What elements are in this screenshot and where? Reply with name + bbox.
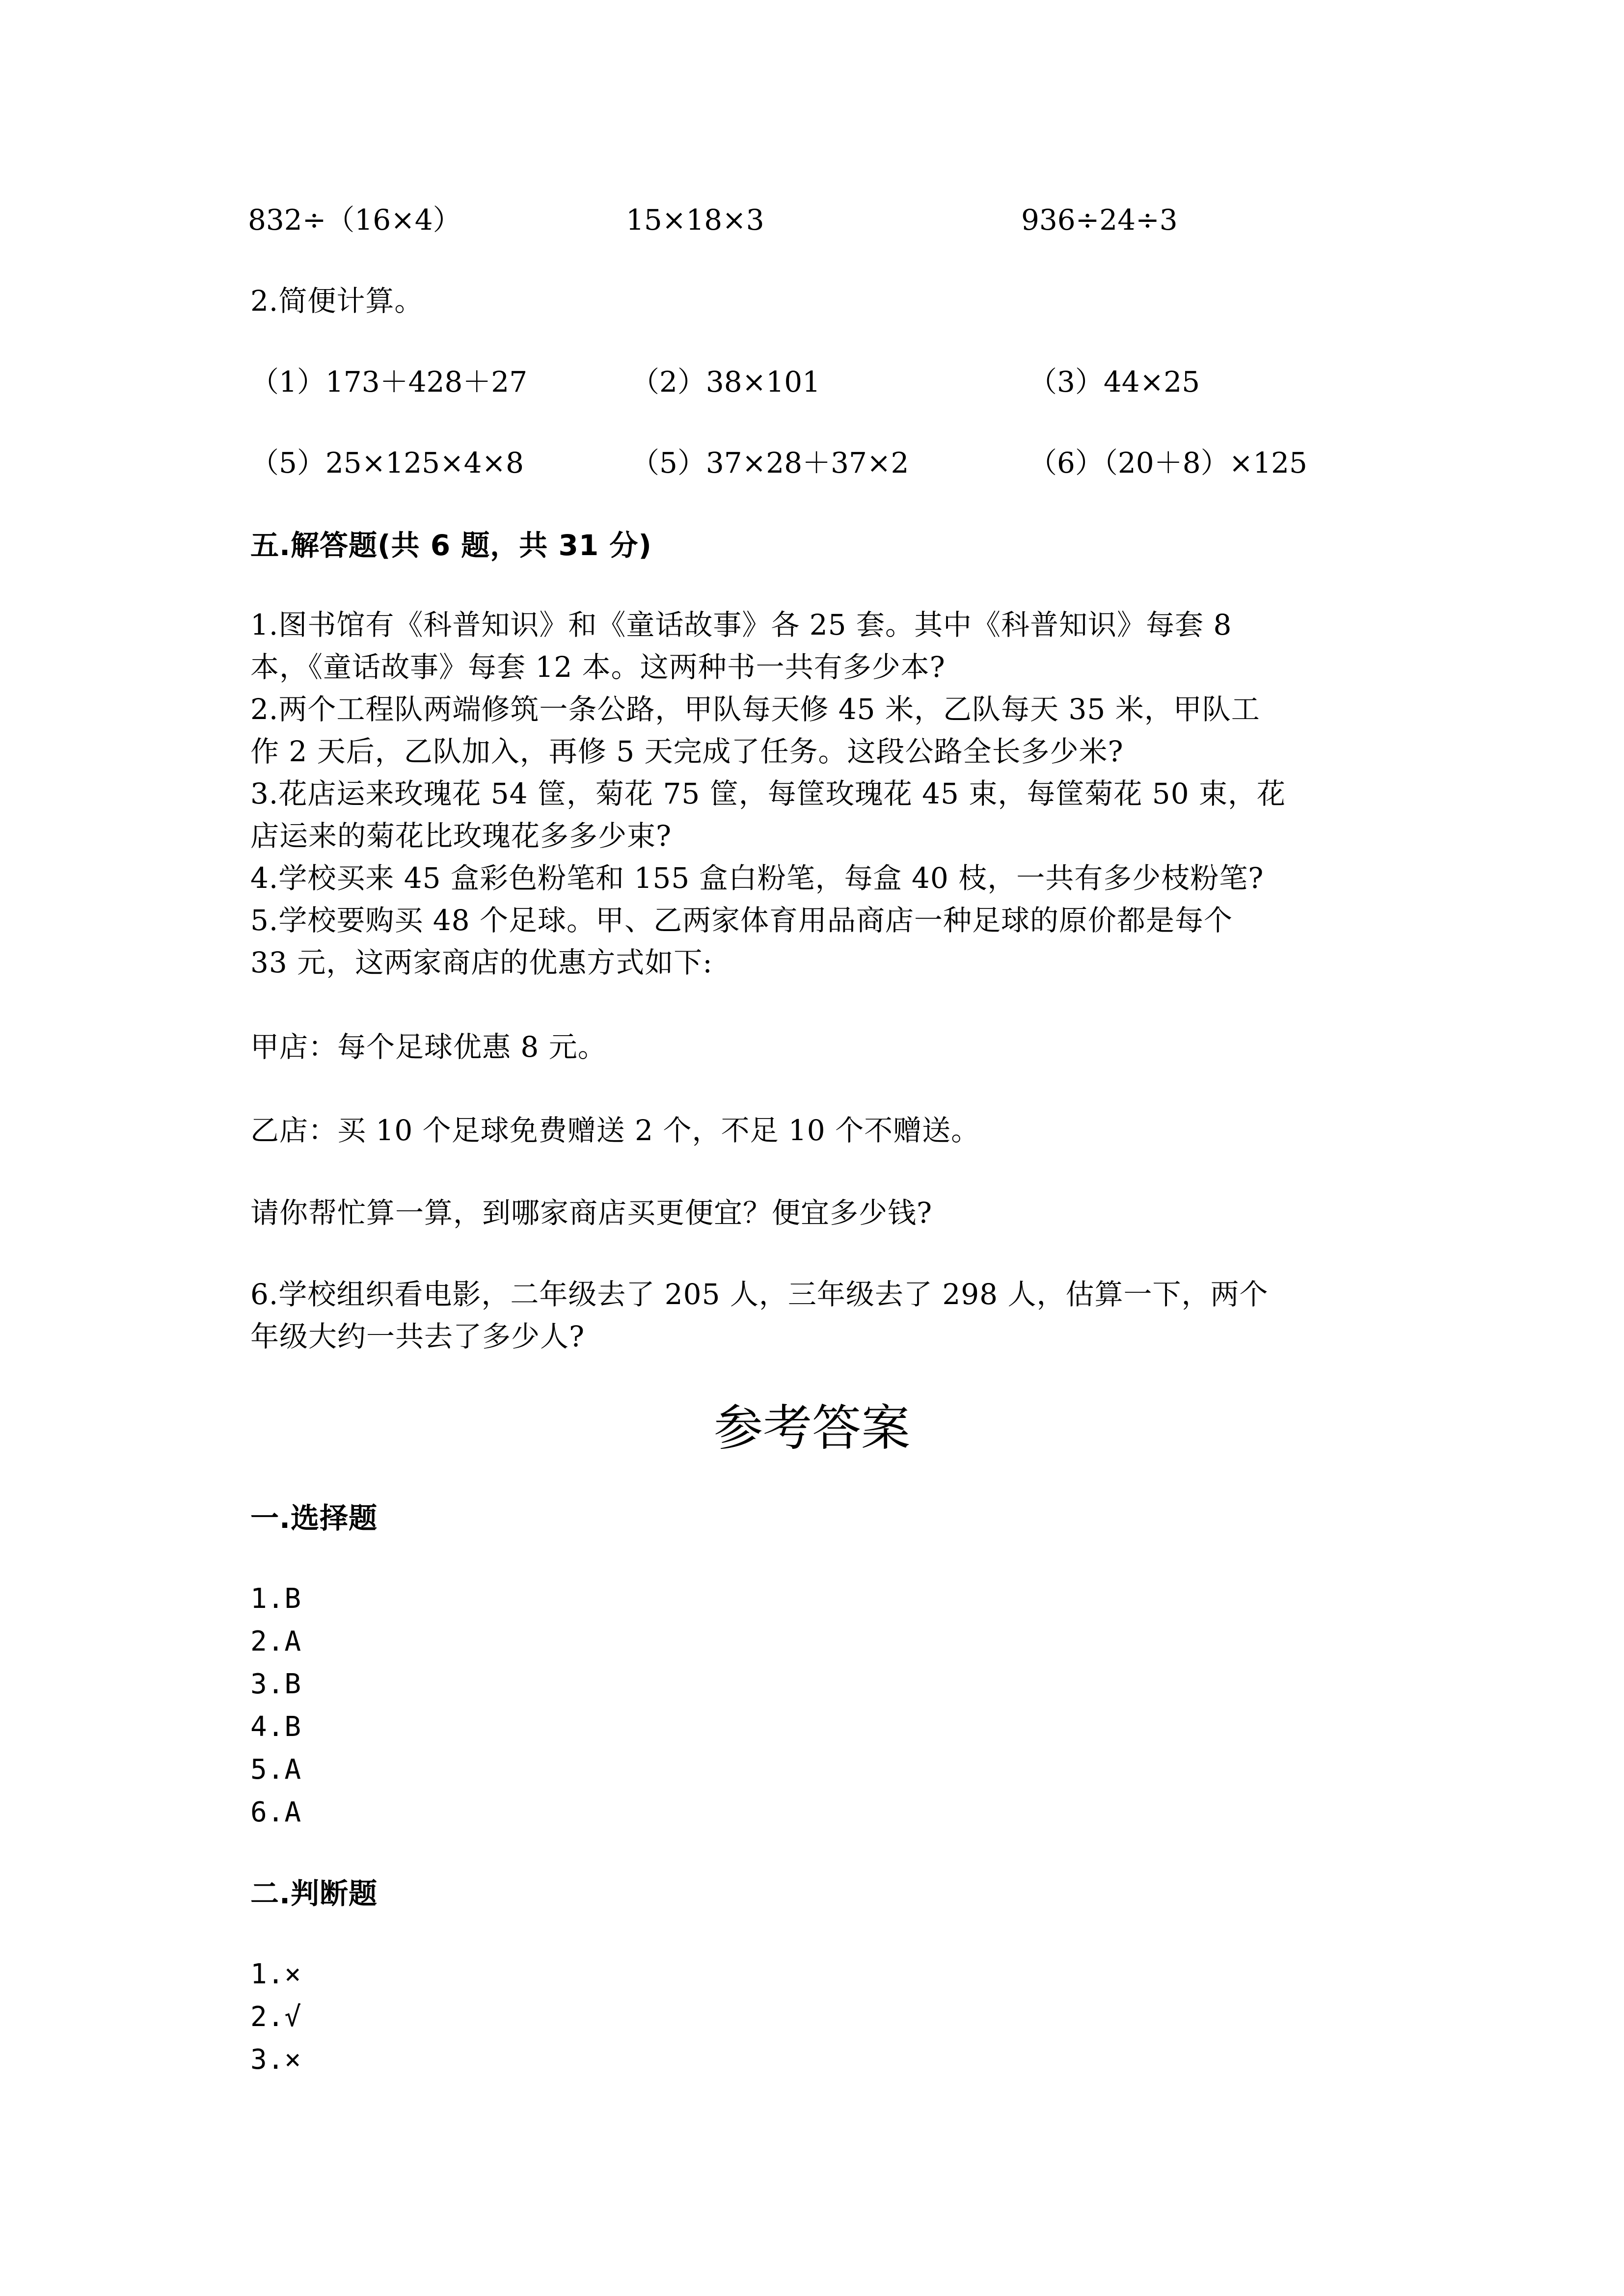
calc-expression-3: 936÷24÷3	[1021, 203, 1178, 237]
answer-item: 4.B	[250, 1711, 302, 1743]
answer-item: 6.A	[250, 1796, 302, 1828]
answer-item: 2.A	[250, 1626, 302, 1657]
problem-1-line-2: 本，《童话故事》每套 12 本。这两种书一共有多少本?	[250, 650, 946, 684]
answers-title: 参考答案	[714, 1399, 910, 1457]
section-5-heading: 五.解答题(共 6 题，共 31 分)	[250, 529, 652, 562]
problem-2-line-1: 2.两个工程队两端修筑一条公路，甲队每天修 45 米，乙队每天 35 米，甲队工	[250, 693, 1260, 726]
simple-calc-2: （2）38×101	[631, 365, 821, 399]
simple-calc-4: （5）25×125×4×8	[250, 446, 524, 480]
problem-5-line-2: 33 元，这两家商店的优惠方式如下:	[250, 946, 713, 979]
answer-item: 1.B	[250, 1583, 302, 1615]
answer-item: 2.√	[250, 2001, 302, 2033]
simple-calc-3: （3）44×25	[1029, 365, 1200, 399]
answer-item: 1.×	[250, 1958, 302, 1990]
problem-5-shop-b: 乙店：买 10 个足球免费赠送 2 个，不足 10 个不赠送。	[250, 1114, 980, 1147]
problem-3-line-2: 店运来的菊花比玫瑰花多多少束?	[250, 819, 672, 853]
simple-calc-6: （6）（20＋8）×125	[1029, 446, 1307, 480]
problem-3-line-1: 3.花店运来玫瑰花 54 筐，菊花 75 筐，每筐玫瑰花 45 束，每筐菊花 50 束，花	[250, 777, 1286, 810]
calc-expression-2: 15×18×3	[626, 203, 764, 237]
simple-calc-1: （1）173＋428＋27	[250, 365, 528, 399]
problem-6-line-2: 年级大约一共去了多少人?	[250, 1320, 585, 1353]
question-2-heading: 2.简便计算。	[250, 284, 424, 318]
problem-6-line-1: 6.学校组织看电影，二年级去了 205 人，三年级去了 298 人，估算一下，两个	[250, 1278, 1269, 1311]
answers-section-2-heading: 二.判断题	[250, 1877, 378, 1910]
problem-2-line-2: 作 2 天后，乙队加入，再修 5 天完成了任务。这段公路全长多少米?	[250, 735, 1124, 768]
answer-item: 3.×	[250, 2044, 302, 2076]
answer-item: 3.B	[250, 1668, 302, 1700]
problem-4-line-1: 4.学校买来 45 盒彩色粉笔和 155 盒白粉笔，每盒 40 枝，一共有多少枝粉笔?	[250, 861, 1264, 895]
problem-5-line-1: 5.学校要购买 48 个足球。甲、乙两家体育用品商店一种足球的原价都是每个	[250, 904, 1233, 937]
answers-section-1-heading: 一.选择题	[250, 1501, 378, 1535]
problem-5-question: 请你帮忙算一算，到哪家商店买更便宜？便宜多少钱?	[250, 1196, 933, 1229]
simple-calc-5: （5）37×28＋37×2	[631, 446, 909, 480]
problem-1-line-1: 1.图书馆有《科普知识》和《童话故事》各 25 套。其中《科普知识》每套 8	[250, 608, 1232, 641]
problem-5-shop-a: 甲店：每个足球优惠 8 元。	[250, 1030, 607, 1064]
calc-expression-1: 832÷（16×4）	[248, 203, 461, 237]
answer-item: 5.A	[250, 1754, 302, 1786]
